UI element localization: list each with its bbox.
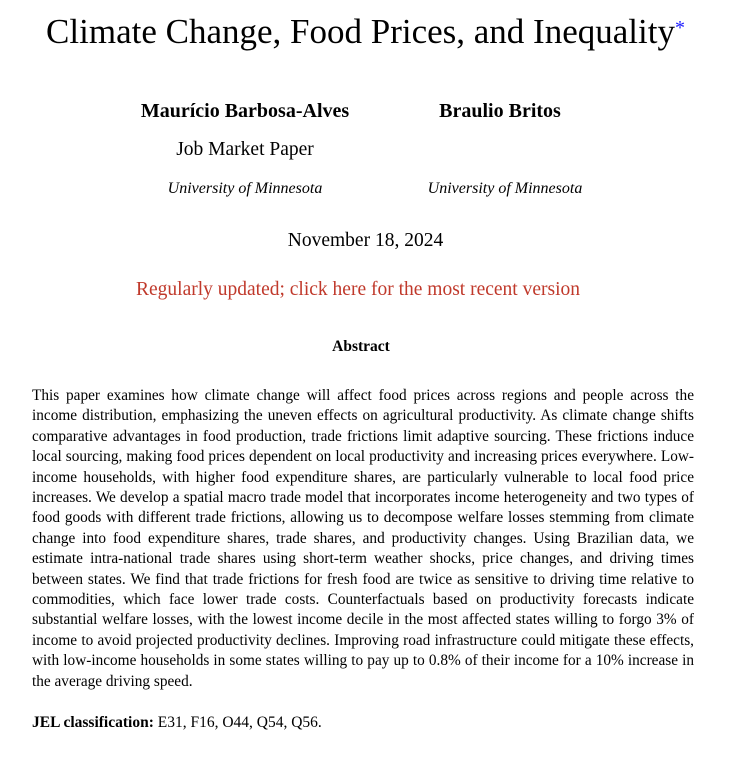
jel-classification: [32, 714, 322, 732]
author-affiliation-2: University of Minnesota: [427, 180, 583, 197]
author-name-1: Maurício Barbosa-Alves: [140, 100, 350, 122]
jel-label: JEL classification:: [32, 714, 154, 731]
job-market-paper-note: Job Market Paper: [176, 139, 314, 160]
paper-title-text: Climate Change, Food Prices, and Inequality: [46, 12, 675, 51]
author-name-2: Braulio Britos: [439, 100, 561, 122]
abstract-heading: Abstract: [332, 338, 390, 355]
paper-title: [0, 10, 731, 54]
jel-codes: E31, F16, O44, Q54, Q56.: [157, 714, 322, 731]
title-footnote-link[interactable]: *: [674, 17, 685, 39]
author-affiliation-1: University of Minnesota: [167, 180, 323, 197]
abstract-body: This paper examines how climate change will affect food prices across regions and people across the income distribution, emphasizing the uneven effects on agricultural productivity. As climate change shifts comparative advantages in food production, trade frictions limit adaptive sourcing. These frictions induce local sourcing, making food prices dependent on local productivity and increasing prices everywhere. Low-income households, with higher food expenditure shares, are particularly vulnerable to local food price increases. We develop a spatial macro trade model that incorporates income heterogeneity and two types of food goods with different trade frictions, allowing us to decompose welfare losses stemming from climate change into food expenditure shares, trade shares, and productivity changes. Using Brazilian data, we estimate intra-national trade shares using short-term weather shocks, price changes, and driving times between states. We find that trade frictions for fresh food are twice as sensitive to driving time relative to commodities, which face lower trade costs. Counterfactuals based on productivity forecasts indicate substantial welfare losses, with the lowest income decile in the most affected states willing to forgo 3% of income to avoid projected productivity declines. Improving road infrastructure could mitigate these effects, with low-income households in some states willing to pay up to 0.8% of their income for a 10% increase in the average driving speed.: [32, 387, 694, 690]
recent-version-link[interactable]: Regularly updated; click here for the most recent version: [135, 279, 580, 300]
paper-date: November 18, 2024: [287, 230, 444, 251]
